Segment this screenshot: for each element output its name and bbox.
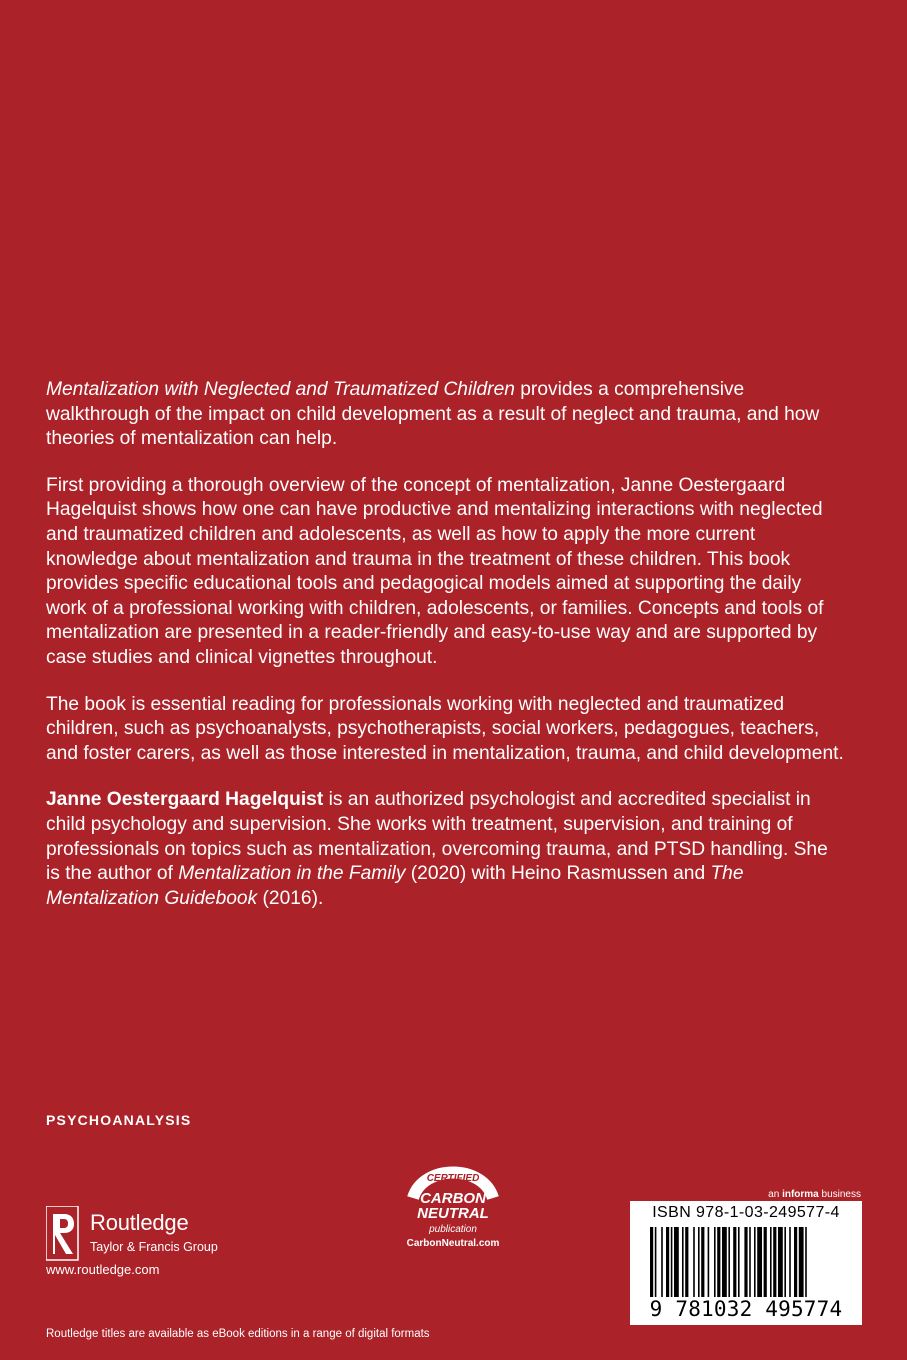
informa-business-text: an informa business — [768, 1189, 861, 1200]
carbon-text: CARBON — [420, 1190, 486, 1207]
barcode-bar — [764, 1227, 767, 1297]
publisher-url[interactable]: www.routledge.com — [46, 1262, 160, 1277]
barcode-bar — [671, 1227, 673, 1297]
barcode-bar — [799, 1227, 804, 1297]
barcode-bar — [757, 1227, 762, 1297]
subject-category: PSYCHOANALYSIS — [46, 1112, 192, 1128]
barcode-bar — [738, 1227, 740, 1297]
barcode-bar — [805, 1227, 807, 1297]
certified-text: CERTIFIED — [426, 1173, 480, 1184]
author-name: Janne Oestergaard Hagelquist — [46, 789, 324, 811]
routledge-logo-icon — [46, 1206, 80, 1262]
barcode-bar — [784, 1227, 786, 1297]
carbon-publication-text: publication — [429, 1224, 477, 1235]
barcode-bar — [708, 1227, 710, 1297]
barcode-bar — [789, 1227, 791, 1297]
author-bio: Janne Oestergaard Hagelquist is an authorized psychologist and accredited specialist in child psychology and supervision. She works with treatment, supervision, and training of professionals on topics such as mentalization, overcoming trauma, and PTSD handling. She is the author of Mentalization in the Family (2020) with Heino Rasmussen and The Mentalization Guidebook (2016). — [46, 789, 828, 909]
blurb-paragraph-3: The book is essential reading for professionals working with neglected and traumatized children, such as psychoanalysts, psychotherapists, social workers, pedagogues, teachers, and foster carers, as well as those interested in mentalization, trauma, and child development. — [46, 693, 844, 764]
barcode-bar — [773, 1227, 776, 1297]
barcode-bar — [661, 1227, 663, 1297]
barcode-bar — [770, 1227, 772, 1297]
barcode-bar — [701, 1227, 704, 1297]
barcode-bar — [717, 1227, 720, 1297]
barcode-bar — [674, 1227, 679, 1297]
barcode-bar — [650, 1227, 653, 1297]
barcode-bar — [722, 1227, 727, 1297]
back-cover-blurb — [46, 378, 846, 933]
barcode-bar — [778, 1227, 783, 1297]
barcode-bar — [685, 1227, 688, 1297]
barcode-bar — [754, 1227, 756, 1297]
barcode-icon — [636, 1227, 856, 1297]
barcode-bar — [733, 1227, 736, 1297]
publisher-group: Taylor & Francis Group — [90, 1240, 218, 1254]
isbn-barcode-box — [630, 1201, 862, 1325]
carbon-neutral-badge — [398, 1158, 508, 1276]
barcode-bar — [666, 1227, 669, 1297]
barcode-bar — [794, 1227, 797, 1297]
ebook-notice: Routledge titles are available as eBook editions in a range of digital formats — [46, 1328, 430, 1340]
blurb-paragraph-2: First providing a thorough overview of the concept of mentalization, Janne Oestergaard Hagelquist shows how one can have productive and mentalizing interactions with neglected and traumatized children and adolescents, as well as how to apply the more current knowledge about mentalization and trauma in the treatment of these children. This book provides specific educational tools and pedagogical models aimed at supporting the daily work of a professional working with children, adolescents, or families. Concepts and tools of mentalization are presented in a reader-friendly and easy-to-use way and are supported by case studies and clinical vignettes throughout. — [46, 474, 824, 668]
publisher-block — [46, 1206, 266, 1286]
barcode-bar — [655, 1227, 657, 1297]
barcode-bar — [749, 1227, 751, 1297]
barcode-bar — [714, 1227, 716, 1297]
carbon-url[interactable]: CarbonNeutral.com — [406, 1238, 500, 1249]
carbon-neutral-logo-icon — [401, 1158, 505, 1222]
neutral-text: NEUTRAL — [417, 1205, 489, 1222]
barcode-bar — [693, 1227, 695, 1297]
isbn-label: ISBN 978-1-03-249577-4 — [652, 1204, 840, 1221]
isbn-digits: 9 781032 495774 — [649, 1297, 843, 1321]
barcode-bar — [682, 1227, 684, 1297]
book-title: Mentalization with Neglected and Traumatized Children — [46, 379, 515, 400]
barcode-bar — [744, 1227, 747, 1297]
barcode-bar — [698, 1227, 700, 1297]
barcode-bar — [728, 1227, 730, 1297]
blurb-paragraph-1: Mentalization with Neglected and Traumatized Children provides a comprehensive walkthrough of the impact on child development as a result of neglect and trauma, and how theories of mentalization can help. — [46, 379, 820, 450]
publisher-name: Routledge — [90, 1210, 189, 1235]
